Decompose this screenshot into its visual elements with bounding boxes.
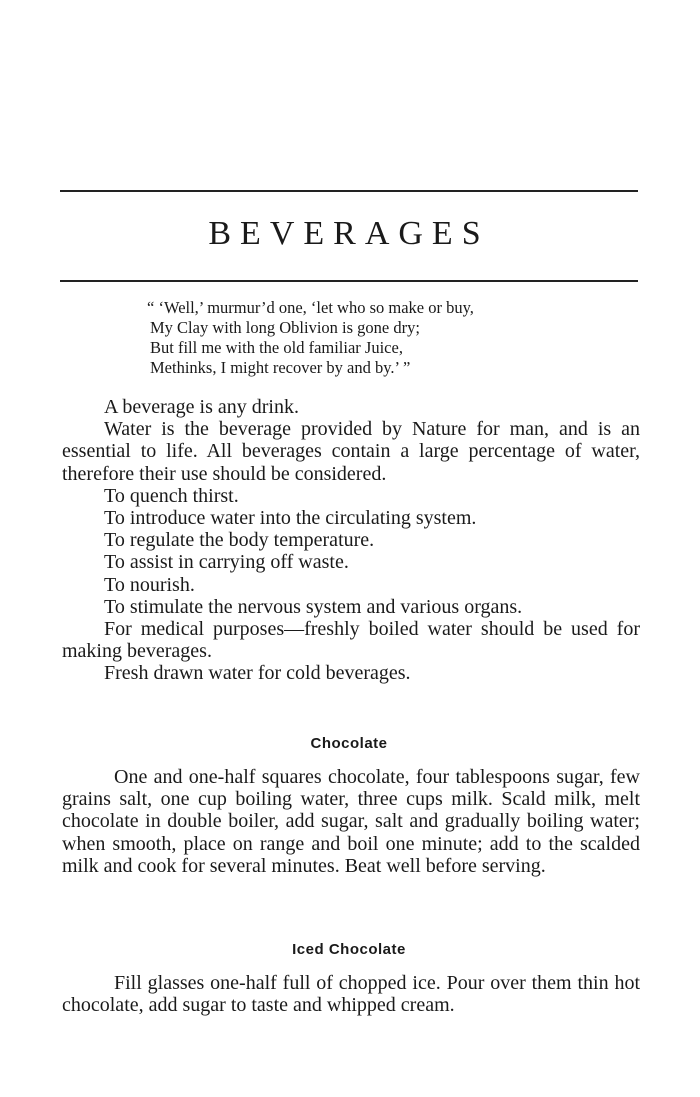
use-item: To quench thirst.	[104, 484, 239, 507]
epigraph-line: My Clay with long Oblivion is gone dry;	[150, 318, 420, 337]
stimulate-paragraph: To stimulate the nervous system and various organs.	[104, 595, 523, 618]
chocolate-recipe: One and one-half squares chocolate, four tablespoons sugar, few grains salt, one cup boiling water, three cups milk. Scald milk, melt chocolate in double boiler, add sugar, salt and gradually boiling water; when smooth, place on range and boil one minute; add to the scalded milk and cook for several minutes. Beat well before serving.	[62, 766, 640, 877]
definition-text: A beverage is any drink.	[104, 396, 299, 418]
top-rule	[60, 190, 638, 192]
epigraph-line: “ ‘Well,’ murmur’d one, ‘let who so make or buy,	[147, 298, 474, 317]
iced-chocolate-heading: Iced Chocolate	[292, 941, 406, 958]
use-item: To nourish.	[104, 573, 195, 596]
bottom-rule	[60, 280, 638, 282]
use-item: To introduce water into the circulating system.	[104, 507, 477, 530]
epigraph-line: But fill me with the old familiar Juice,	[150, 338, 403, 357]
intro-section	[62, 396, 640, 685]
use-item: To assist in carrying off waste.	[104, 551, 349, 574]
medical-paragraph: For medical purposes—freshly boiled water should be used for making beverages.	[62, 618, 640, 663]
epigraph-line: Methinks, I might recover by and by.’ ”	[150, 358, 411, 377]
epigraph	[147, 298, 617, 378]
page-title: BEVERAGES	[208, 215, 490, 252]
water-paragraph: Water is the beverage provided by Nature for man, and is an essential to life. All beverages contain a large percentage of water, therefore their use should be considered.	[62, 418, 640, 485]
chocolate-heading: Chocolate	[310, 735, 388, 752]
use-item: To regulate the body temperature.	[104, 529, 375, 552]
iced-chocolate-recipe: Fill glasses one-half full of chopped ice. Pour over them thin hot chocolate, add sugar to taste and whipped cream.	[62, 972, 640, 1017]
fresh-water-text: Fresh drawn water for cold beverages.	[104, 662, 411, 685]
